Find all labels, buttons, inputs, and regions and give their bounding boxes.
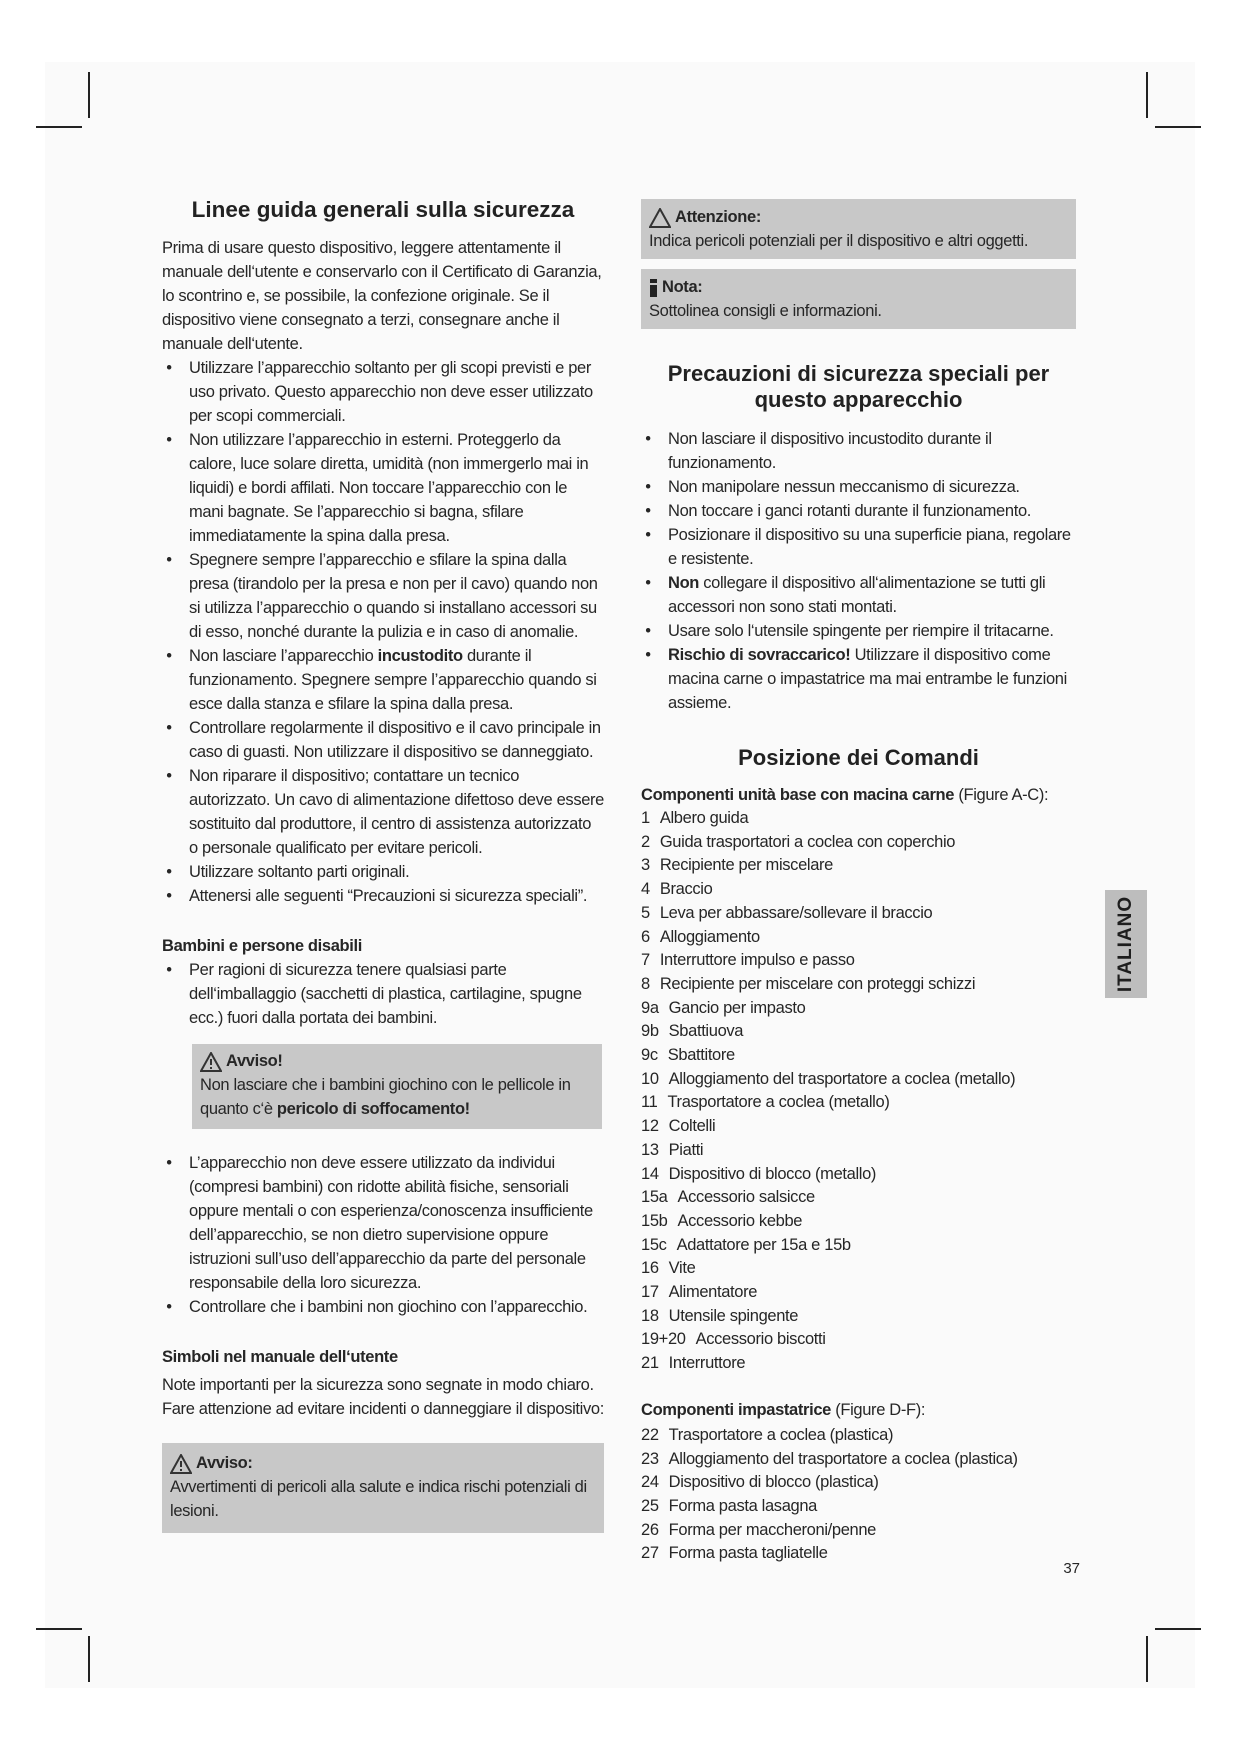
warning-icon <box>200 1049 222 1073</box>
component-item: 12 Coltelli <box>641 1117 716 1136</box>
attenzione-box: Attenzione: Indica pericoli potenziali per il dispositivo e altri oggetti. <box>641 199 1076 259</box>
component-item: 3 Recipiente per miscelare <box>641 856 834 875</box>
crop-mark <box>1155 1628 1201 1630</box>
base-components-heading: Componenti unità base con macina carne (Figure A-C): <box>641 786 1049 804</box>
list-item: • Rischio di sovraccarico! Utilizzare il dispositivo come macina carne o impastatrice ma mai entrambe le funzioni assieme. <box>645 646 1067 712</box>
component-item: 15a Accessorio salsicce <box>641 1188 815 1207</box>
list-item: • Usare solo l‘utensile spingente per riempire il tritacarne. <box>645 622 1054 640</box>
page-number: 37 <box>1063 1560 1080 1577</box>
component-item: 14 Dispositivo di blocco (metallo) <box>641 1164 877 1183</box>
component-item: 21 Interruttore <box>641 1354 746 1373</box>
list-item: • Utilizzare l’apparecchio soltanto per gli scopi previsti e per uso privato. Questo apparecchio non deve esser utilizzato per scopi commerciali. <box>166 359 593 425</box>
component-item: 1 Albero guida <box>641 809 749 827</box>
crop-mark <box>1155 126 1201 128</box>
component-item: 4 Braccio <box>641 880 713 899</box>
component-item: 18 Utensile spingente <box>641 1306 799 1325</box>
list-item: • Controllare regolarmente il dispositivo e il cavo principale in caso di guasti. Non utilizzare il dispositivo se danneggiato. <box>166 719 601 761</box>
crop-mark <box>88 72 90 118</box>
right-column <box>641 199 1076 1566</box>
component-item: 9b Sbattiuova <box>641 1022 744 1041</box>
list-item: • Non utilizzare l’apparecchio in esterni. Proteggerlo da calore, luce solare diretta, umidità (non immergerlo mai in liquidi) e bordi affilati. Non toccare l’apparecchio con le mani bagnate. Se l’apparecchio si bagna, sfilare immediatamente la spina dalla presa. <box>166 431 589 545</box>
warning-icon <box>170 1451 192 1475</box>
component-item: 15b Accessorio kebbe <box>641 1211 803 1230</box>
language-tab: ITALIANO <box>1105 890 1147 998</box>
controls-title: Posizione dei Comandi <box>738 745 979 770</box>
nota-box: Nota: Sottolinea consigli e informazioni. <box>641 269 1076 329</box>
caution-triangle-icon <box>649 205 671 229</box>
crop-mark <box>1146 72 1148 118</box>
symbols-heading: Simboli nel manuale dell‘utente <box>162 1348 398 1366</box>
list-item: • L’apparecchio non deve essere utilizzato da individui (compresi bambini) con ridotte abilità fisiche, sensoriali oppure mentali o con esperienza/conoscenza insufficiente dell’apparecchio, se non dietro supervisione oppure istruzioni sull’uso dell’apparecchio da parte del personale responsabile della loro sicurezza. <box>166 1154 593 1292</box>
component-item: 5 Leva per abbassare/sollevare il braccio <box>641 903 933 922</box>
crop-mark <box>36 126 82 128</box>
list-item: • Per ragioni di sicurezza tenere qualsiasi parte dell‘imballaggio (sacchetti di plastica, cartilagine, spugne ecc.) fuori dalla portata dei bambini. <box>166 961 582 1027</box>
list-item: • Posizionare il dispositivo su una superficie piana, regolare e resistente. <box>645 526 1071 568</box>
crop-mark <box>88 1636 90 1682</box>
intro-paragraph: Prima di usare questo dispositivo, leggere attentamente il manuale dell‘utente e conservarlo con il Certificato di Garanzia, lo scontrino e, se possibile, la confezione originale. Se il dispositivo viene consegnato a terzi, consegnare anche il manuale dell‘utente. <box>162 239 602 353</box>
component-item: 10 Alloggiamento del trasportatore a coclea (metallo) <box>641 1069 1016 1088</box>
children-list <box>162 958 604 1030</box>
special-precautions-title: Precauzioni di sicurezza speciali per questo apparecchio <box>667 361 1050 412</box>
base-components-list <box>641 807 1076 1376</box>
component-item: 19+20 Accessorio biscotti <box>641 1330 826 1349</box>
list-item: • Spegnere sempre l’apparecchio e sfilare la spina dalla presa (tirandolo per la presa e non per il cavo) quando non si utilizza l’apparecchio o quando si installano accessori su di esso, nonché durante la pulizia e in caso di anomalie. <box>166 551 598 641</box>
children-heading: Bambini e persone disabili <box>162 937 362 955</box>
component-item: 2 Guida trasportatori a coclea con coperchio <box>641 832 956 851</box>
component-item: 23 Alloggiamento del trasportatore a coclea (plastica) <box>641 1449 1018 1468</box>
component-item: 9c Sbattitore <box>641 1046 735 1065</box>
avviso-symbol-box: Avviso: Avvertimenti di pericoli alla salute e indica rischi potenziali di lesioni. <box>162 1443 604 1533</box>
component-item: 13 Piatti <box>641 1140 704 1159</box>
list-item: • Non lasciare il dispositivo incustodito durante il funzionamento. <box>645 430 992 472</box>
component-item: 26 Forma per maccheroni/penne <box>641 1520 876 1539</box>
list-item: • Utilizzare soltanto parti originali. <box>166 863 410 881</box>
list-item: • Non toccare i ganci rotanti durante il funzionamento. <box>645 502 1032 520</box>
symbols-text: Note importanti per la sicurezza sono segnate in modo chiaro. Fare attenzione ad evitare incidenti o danneggiare il dispositivo: <box>162 1376 604 1418</box>
safety-guidelines-title: Linee guida generali sulla sicurezza <box>191 197 575 222</box>
component-item: 9a Gancio per impasto <box>641 998 806 1017</box>
list-item: • Non lasciare l’apparecchio incustodito durante il funzionamento. Spegnere sempre l’apparecchio quando si esce dalla stanza e sfilare la spina dalla presa. <box>166 647 597 713</box>
crop-mark <box>1146 1636 1148 1682</box>
component-item: 6 Alloggiamento <box>641 927 760 946</box>
component-item: 25 Forma pasta lasagna <box>641 1496 818 1515</box>
mixer-components-heading: Componenti impastatrice (Figure D-F): <box>641 1400 926 1419</box>
disabled-persons-list <box>162 1151 604 1319</box>
crop-mark <box>36 1628 82 1630</box>
component-item: 17 Alimentatore <box>641 1283 758 1302</box>
component-item: 16 Vite <box>641 1259 696 1278</box>
list-item: • Non manipolare nessun meccanismo di sicurezza. <box>645 478 1020 496</box>
component-item: 15c Adattatore per 15a e 15b <box>641 1235 851 1254</box>
list-item: • Non riparare il dispositivo; contattare un tecnico autorizzato. Un cavo di alimentazione difettoso deve essere sostituito dal produttore, il centro di assistenza autorizzato o personale qualificato per evitare pericoli. <box>166 767 605 857</box>
list-item: • Controllare che i bambini non giochino con l’apparecchio. <box>166 1298 588 1316</box>
avviso-children-box: Avviso! Non lasciare che i bambini giochino con le pellicole in quanto c‘è pericolo di soffocamento! <box>192 1044 602 1129</box>
info-icon <box>649 275 658 299</box>
component-item: 22 Trasportatore a coclea (plastica) <box>641 1425 894 1444</box>
component-item: 7 Interruttore impulso e passo <box>641 951 855 970</box>
list-item: • Attenersi alle seguenti “Precauzioni si sicurezza speciali”. <box>166 887 588 905</box>
component-item: 8 Recipiente per miscelare con proteggi schizzi <box>641 974 976 993</box>
left-column <box>162 196 604 1533</box>
list-item: • Non collegare il dispositivo all‘alimentazione se tutti gli accessori non sono stati montati. <box>645 574 1046 616</box>
component-item: 11 Trasportatore a coclea (metallo) <box>641 1093 890 1112</box>
component-item: 24 Dispositivo di blocco (plastica) <box>641 1473 879 1492</box>
special-precautions-list <box>641 427 1076 715</box>
general-safety-list <box>162 356 604 908</box>
mixer-components-list <box>641 1424 1076 1566</box>
component-item: 27 Forma pasta tagliatelle <box>641 1544 828 1563</box>
